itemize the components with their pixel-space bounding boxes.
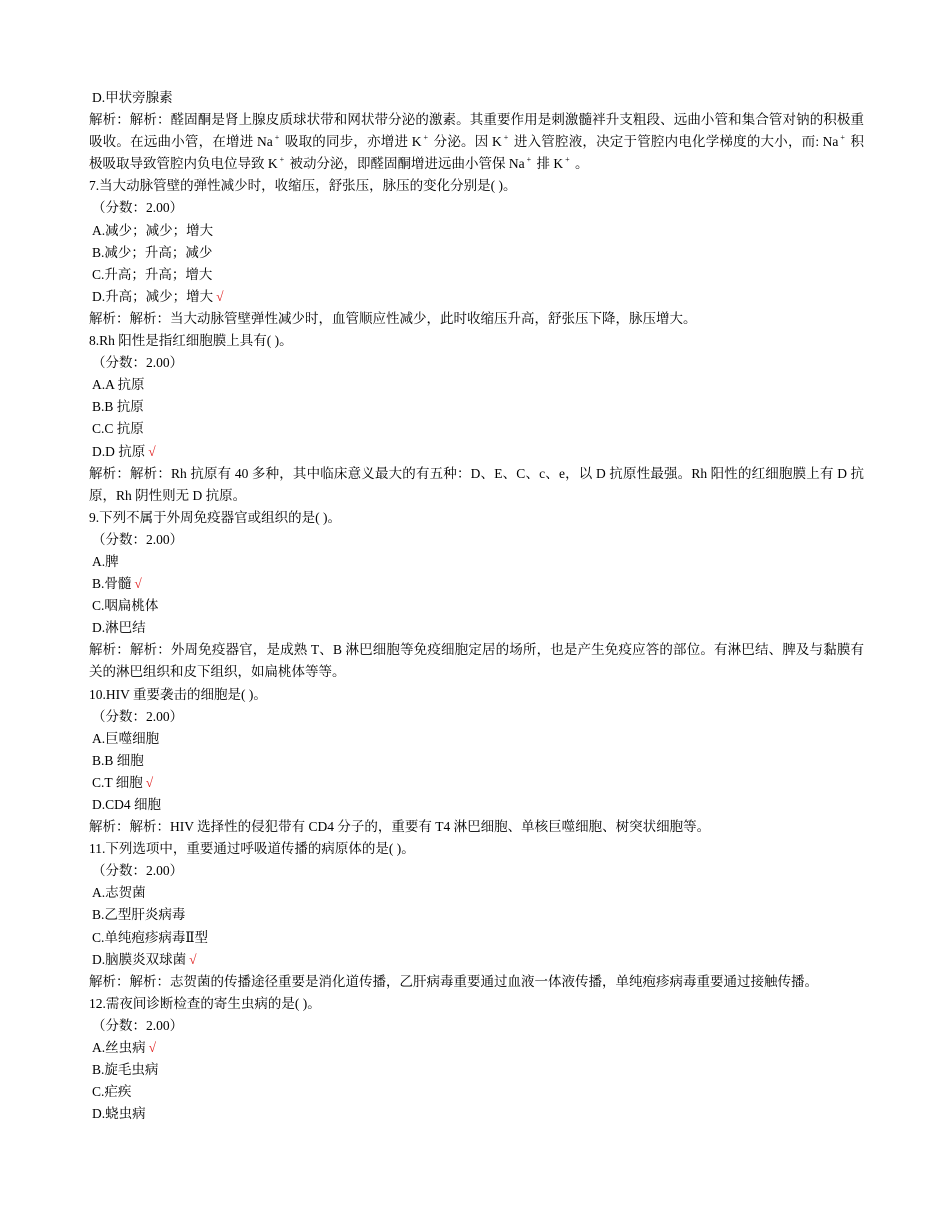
question-option: B.B 细胞 bbox=[92, 752, 144, 768]
question-stem: 12.需夜间诊断检查的寄生虫病的是( )。 bbox=[89, 995, 321, 1011]
question-option: D.蛲虫病 bbox=[92, 1106, 146, 1122]
question-option: D.D 抗原 √ bbox=[92, 443, 156, 459]
question-analysis: 解析：解析：HIV 选择性的侵犯带有 CD4 分子的，重要有 T4 淋巴细胞、单核巨噬细胞、树突状细胞等。 bbox=[89, 819, 711, 835]
question-stem: 11.下列选项中，重要通过呼吸道传播的病原体的是( )。 bbox=[89, 841, 415, 857]
question-option: C.升高；升高；增大 bbox=[92, 266, 213, 282]
correct-check-icon: √ bbox=[145, 774, 154, 790]
correct-check-icon: √ bbox=[189, 951, 197, 967]
question-option: D.CD4 细胞 bbox=[92, 797, 162, 812]
content-area bbox=[89, 87, 864, 1125]
question-option: B.旋毛虫病 bbox=[92, 1062, 159, 1078]
question-stem: 8.Rh 阳性是指红细胞膜上具有( )。 bbox=[89, 333, 293, 349]
question-score: （分数：2.00） bbox=[92, 1017, 184, 1033]
question-option: B.骨髓 √ bbox=[92, 576, 142, 592]
question-score: （分数：2.00） bbox=[92, 531, 184, 547]
question-score: （分数：2.00） bbox=[92, 708, 184, 724]
question-option: A.志贺菌 bbox=[92, 885, 146, 901]
question-option: C.C 抗原 bbox=[92, 421, 144, 437]
question-analysis: 解析：解析：外周免疫器官，是成熟 T、B 淋巴细胞等免疫细胞定居的场所，也是产生免疫应答的部位。有淋巴结、脾及与黏膜有关的淋巴组织和皮下组织，如扁桃体等等。 bbox=[89, 642, 864, 680]
correct-check-icon: √ bbox=[134, 576, 142, 592]
question-option: C.疟疾 bbox=[92, 1084, 132, 1100]
question-stem: 7.当大动脉管壁的弹性减少时，收缩压，舒张压，脉压的变化分别是( )。 bbox=[89, 178, 517, 194]
question-score: （分数：2.00） bbox=[92, 200, 184, 216]
question-option: A.脾 bbox=[92, 553, 119, 569]
question-option: C.咽扁桃体 bbox=[92, 598, 159, 614]
question-analysis: 解析：解析：Rh 抗原有 40 多种，其中临床意义最大的有五种：D、E、C、c、e，以 D 抗原性最强。Rh 阳性的红细胞膜上有 D 抗原，Rh 阴性则无 D 抗原。 bbox=[89, 465, 864, 503]
question-stem: 9.下列不属于外周免疫器官或组织的是( )。 bbox=[89, 509, 341, 525]
question-analysis: 解析：解析：志贺菌的传播途径重要是消化道传播，乙肝病毒重要通过血液一体液传播，单纯疱疹病毒重要通过接触传播。 bbox=[89, 973, 818, 989]
question-option: B.B 抗原 bbox=[92, 399, 144, 415]
question-score: （分数：2.00） bbox=[92, 863, 184, 879]
question-stem: 10.HIV 重要袭击的细胞是( )。 bbox=[89, 686, 267, 702]
correct-check-icon: √ bbox=[216, 288, 224, 304]
question-option: D.淋巴结 bbox=[92, 620, 146, 636]
q6-analysis: 解析：解析：醛固酮是肾上腺皮质球状带和网状带分泌的激素。其重要作用是刺激髓袢升支粗段、远曲小管和集合管对钠的积极重吸收。在远曲小管，在增进 Na + 吸取的同步，亦增进 K + 分泌。因 K + 进入管腔液，决定于管腔内电化学梯度的大小，而: Na + 积极吸取导致管腔内负电位导致 K + 被动分泌，即醛固酮增进远曲小管保 Na + 排 K + 。 bbox=[89, 112, 865, 172]
question-option: B.减少；升高；减少 bbox=[92, 244, 213, 260]
question-option: C.T 细胞 √ bbox=[92, 774, 154, 790]
correct-check-icon: √ bbox=[148, 443, 156, 459]
question-option: A.减少；减少；增大 bbox=[92, 222, 214, 238]
question-option: D.脑膜炎双球菌 √ bbox=[92, 951, 197, 967]
question-analysis: 解析：解析：当大动脉管壁弹性减少时，血管顺应性减少，此时收缩压升高，舒张压下降，脉压增大。 bbox=[89, 310, 697, 326]
question-option: A.丝虫病 √ bbox=[92, 1040, 157, 1056]
question-option: D.升高；减少；增大 √ bbox=[92, 288, 224, 304]
question-option: B.乙型肝炎病毒 bbox=[92, 907, 186, 923]
question-option: C.单纯疱疹病毒Ⅱ型 bbox=[92, 929, 209, 945]
question-score: （分数：2.00） bbox=[92, 355, 184, 371]
q6-option-d: D.甲状旁腺素 bbox=[92, 90, 173, 105]
correct-check-icon: √ bbox=[148, 1040, 157, 1056]
question-option: A.巨噬细胞 bbox=[92, 730, 160, 746]
question-option: A.A 抗原 bbox=[92, 377, 145, 393]
